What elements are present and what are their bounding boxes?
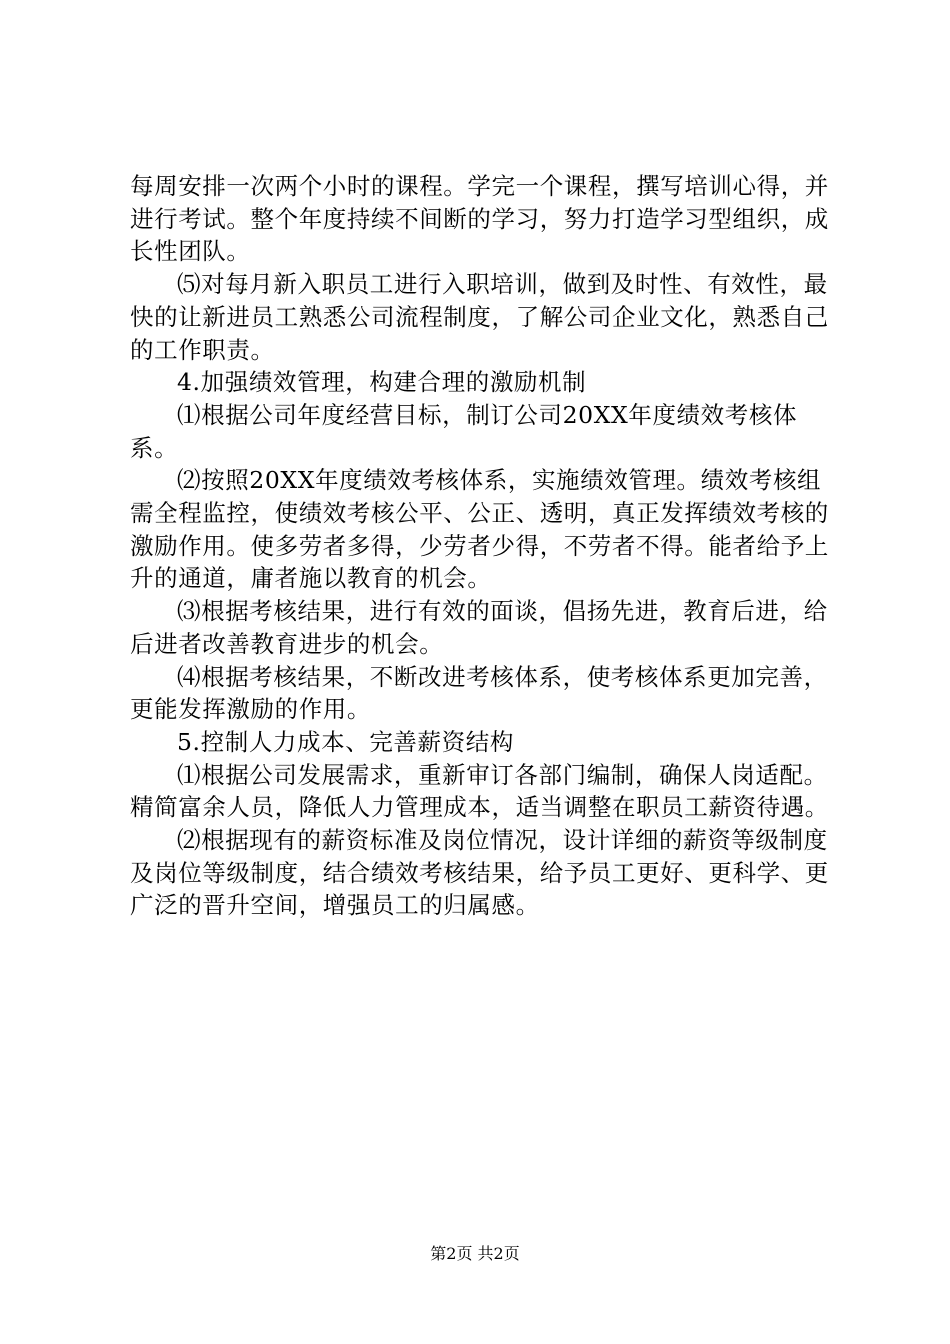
paragraph: ⑷根据考核结果，不断改进考核体系，使考核体系更加完善，更能发挥激励的作用。	[130, 662, 828, 724]
paragraph: ⑶根据考核结果，进行有效的面谈，倡扬先进，教育后进，给后进者改善教育进步的机会。	[130, 597, 828, 658]
paragraph: 每周安排一次两个小时的课程。学完一个课程，撰写培训心得，并进行考试。整个年度持续不间断的学习，努力打造学习型组织，成长性团队。	[130, 172, 829, 266]
document-body	[130, 170, 830, 922]
section-heading: 5.控制人力成本、完善薪资结构	[177, 727, 514, 756]
paragraph: ⑴根据公司发展需求，重新审订各部门编制，确保人岗适配。精简富余人员，降低人力管理成本，适当调整在职员工薪资待遇。	[130, 760, 829, 822]
paragraph: ⑵按照20XX年度绩效考核体系，实施绩效管理。绩效考核组需全程监控，使绩效考核公平、公正、透明，真正发挥绩效考核的激励作用。使多劳者多得，少劳者少得，不劳者不得。能者给予上升的通道，庸者施以教育的机会。	[130, 466, 829, 593]
page-footer: 第2页 共2页	[430, 1244, 520, 1263]
paragraph: ⑵根据现有的薪资标准及岗位情况，设计详细的薪资等级制度及岗位等级制度，结合绩效考核结果，给予员工更好、更科学、更广泛的晋升空间，增强员工的归属感。	[130, 826, 829, 920]
paragraph: ⑸对每月新入职员工进行入职培训，做到及时性、有效性，最快的让新进员工熟悉公司流程制度，了解公司企业文化，熟悉自己的工作职责。	[130, 270, 829, 364]
section-heading: 4.加强绩效管理，构建合理的激励机制	[177, 368, 587, 397]
paragraph: ⑴根据公司年度经营目标，制订公司20XX年度绩效考核体系。	[130, 400, 798, 462]
